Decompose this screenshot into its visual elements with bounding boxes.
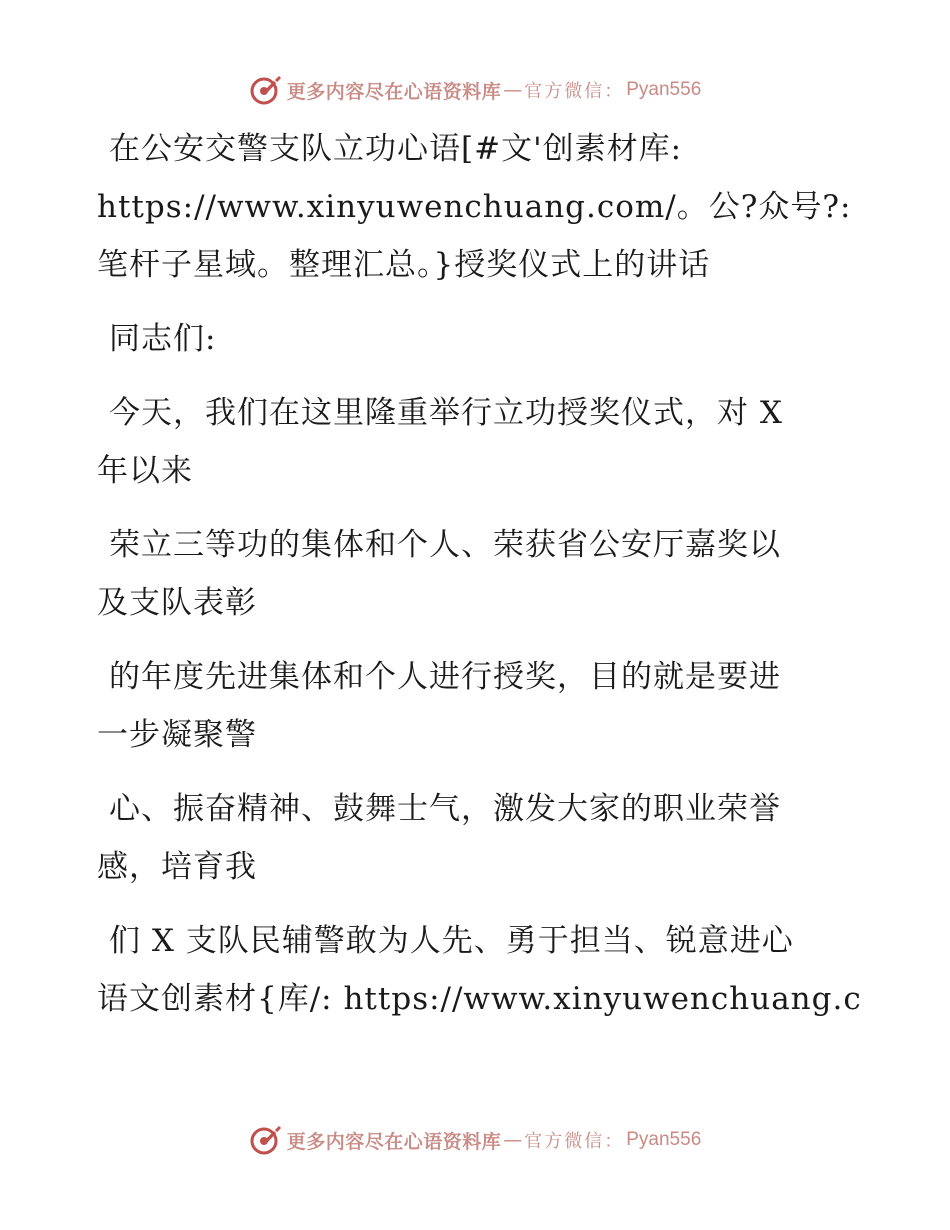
banner-dash: —: [503, 79, 523, 101]
paragraph-line: 年以来: [97, 453, 193, 489]
banner-wechat-label: 官方微信：: [524, 81, 625, 102]
document-body: [97, 120, 862, 1028]
paragraph-line: 们 X 支队民辅警敢为人先、勇于担当、锐意进心: [109, 923, 794, 959]
banner-wechat-id: Pyan556: [626, 79, 702, 100]
quill-logo-icon: [249, 73, 283, 107]
paragraph-line: 及支队表彰: [97, 585, 257, 621]
banner-dash: —: [503, 1129, 523, 1151]
paragraph-line: 语文创素材{库/: https://www.xinyuwenchuang.c: [97, 981, 862, 1017]
paragraph-line: 荣立三等功的集体和个人、荣获省公安厅嘉奖以: [109, 527, 781, 563]
paragraph-line: 感，培育我: [97, 849, 257, 885]
banner-wechat-id: Pyan556: [626, 1129, 702, 1150]
salutation: 同志们:: [109, 321, 217, 357]
banner-wechat-label: 官方微信：: [524, 1131, 625, 1152]
paragraph-2: [97, 516, 857, 632]
title-line-3: 笔杆子星域。整理汇总。}授奖仪式上的讲话: [97, 247, 711, 283]
footer-banner: [0, 1120, 950, 1160]
title-line-1: 在公安交警支队立功心语[#文'创素材库:: [109, 131, 683, 167]
paragraph-line: 今天，我们在这里隆重举行立功授奖仪式，对 X: [109, 395, 783, 431]
paragraph-line: 心、振奋精神、鼓舞士气，激发大家的职业荣誉: [109, 791, 781, 827]
header-banner: [0, 70, 950, 110]
paragraph-line: 的年度先进集体和个人进行授奖，目的就是要进: [109, 659, 781, 695]
paragraph-4: [97, 780, 857, 896]
banner-main-text: 更多内容尽在心语资料库: [286, 80, 502, 103]
quill-logo-icon: [249, 1123, 283, 1157]
paragraph-1: [97, 384, 857, 500]
paragraph-line: 一步凝聚警: [97, 717, 257, 753]
title-line-2: https://www.xinyuwenchuang.com/。公?众号?:: [97, 189, 852, 225]
paragraph-5: [97, 912, 862, 1028]
banner-main-text: 更多内容尽在心语资料库: [286, 1130, 502, 1153]
paragraph-3: [97, 648, 857, 764]
